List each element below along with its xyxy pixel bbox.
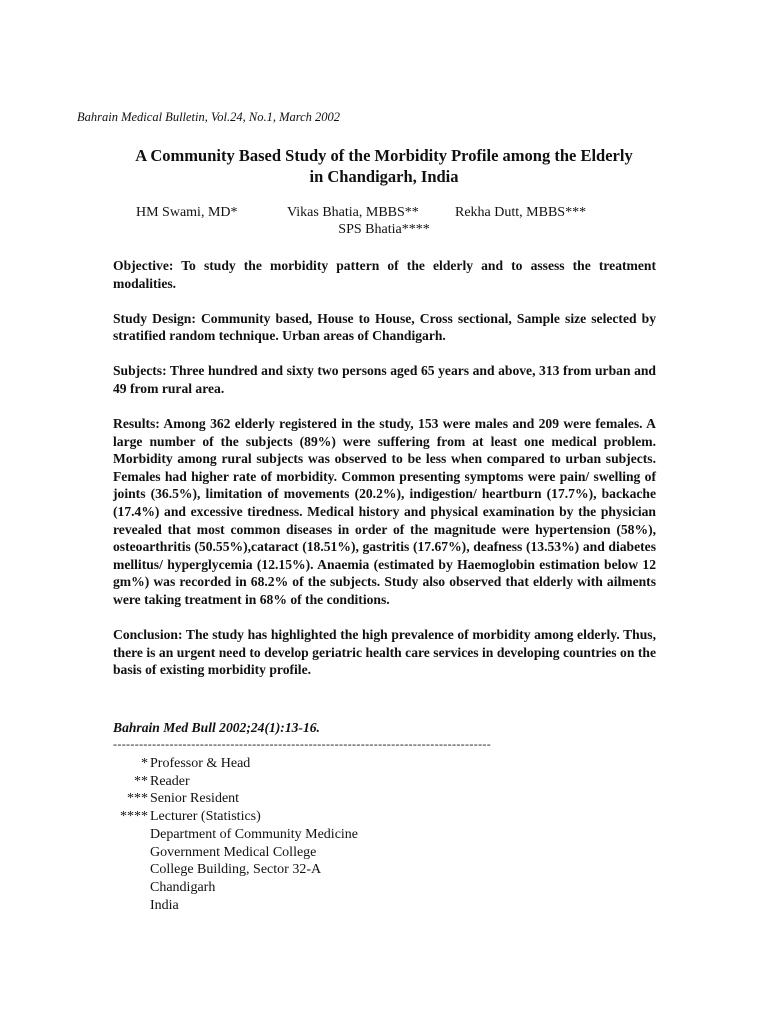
- abstract-study-design: Study Design: Community based, House to House, Cross sectional, Sample size selected by stratified random technique. Urban areas of Chandigarh.: [113, 310, 656, 344]
- address-line: Chandigarh: [150, 880, 216, 896]
- address-line: College Building, Sector 32-A: [150, 862, 322, 878]
- footnote-text: Reader: [150, 773, 190, 789]
- footnote-mark: ****: [120, 809, 148, 825]
- citation: Bahrain Med Bull 2002;24(1):13-16.: [113, 720, 320, 735]
- journal-header: Bahrain Medical Bulletin, Vol.24, No.1, March 2002: [77, 110, 341, 124]
- footnote-text: Senior Resident: [150, 791, 240, 807]
- author-list: [60, 204, 708, 238]
- abstract-conclusion: Conclusion: The study has highlighted the high prevalence of morbidity among elderly. Thus, there is an urgent need to develop geriatric health care services in developing countries on the basis of existing morbidity profile.: [113, 627, 656, 678]
- paper-title: [60, 145, 708, 187]
- footnote-text: Professor & Head: [150, 756, 251, 771]
- address-line: Department of Community Medicine: [150, 827, 359, 842]
- paper-title-line-1: A Community Based Study of the Morbidity Profile among the Elderly: [135, 146, 633, 165]
- footnote-mark: ***: [127, 791, 148, 807]
- author-4: SPS Bhatia****: [338, 222, 430, 237]
- abstract-results: Results: Among 362 elderly registered in the study, 153 were males and 209 were females. A large number of the subjects (89%) were suffering from at least one medical problem. Morbidity among rural subjects was observed to be less when compared to urban subjects. Females had higher rate of morbidity. Common presenting symptoms were pain/ swelling of joints (36.5%), limitation of movements (20.2%), indigestion/ heartburn (17.7%), backache (17.4%) and excessive tiredness. Medical history and physical examination by the physician revealed that most common diseases in order of the magnitude were hypertension (58%), osteoarthritis (50.55%),cataract (18.51%), gastritis (17.67%), deafness (13.53%) and diabetes mellitus/ hyperglycemia (12.15%). Anaemia (estimated by Haemoglobin estimation below 12 gm%) was recorded in 68.2% of the subjects. Study also observed that elderly with ailments were taking treatment in 68% of the conditions.: [113, 416, 656, 607]
- institution-address: [150, 826, 358, 915]
- address-line: Government Medical College: [150, 844, 317, 860]
- footnote-divider: ---------------------------------------------------------------------------------------: [113, 737, 492, 751]
- abstract: [113, 257, 656, 696]
- address-line: India: [150, 897, 179, 913]
- footnote-mark: **: [134, 773, 148, 789]
- footnote-mark: *: [141, 756, 148, 771]
- footnote-text: Lecturer (Statistics): [150, 809, 261, 825]
- paper-title-line-2: in Chandigarh, India: [309, 167, 459, 186]
- abstract-subjects: Subjects: Three hundred and sixty two persons aged 65 years and above, 313 from urban and 49 from rural area.: [113, 363, 656, 396]
- author-2: Vikas Bhatia, MBBS**: [287, 205, 419, 220]
- author-1: HM Swami, MD*: [136, 205, 238, 220]
- abstract-objective: Objective: To study the morbidity pattern of the elderly and to assess the treatment modalities.: [113, 258, 656, 291]
- author-3: Rekha Dutt, MBBS***: [455, 205, 587, 220]
